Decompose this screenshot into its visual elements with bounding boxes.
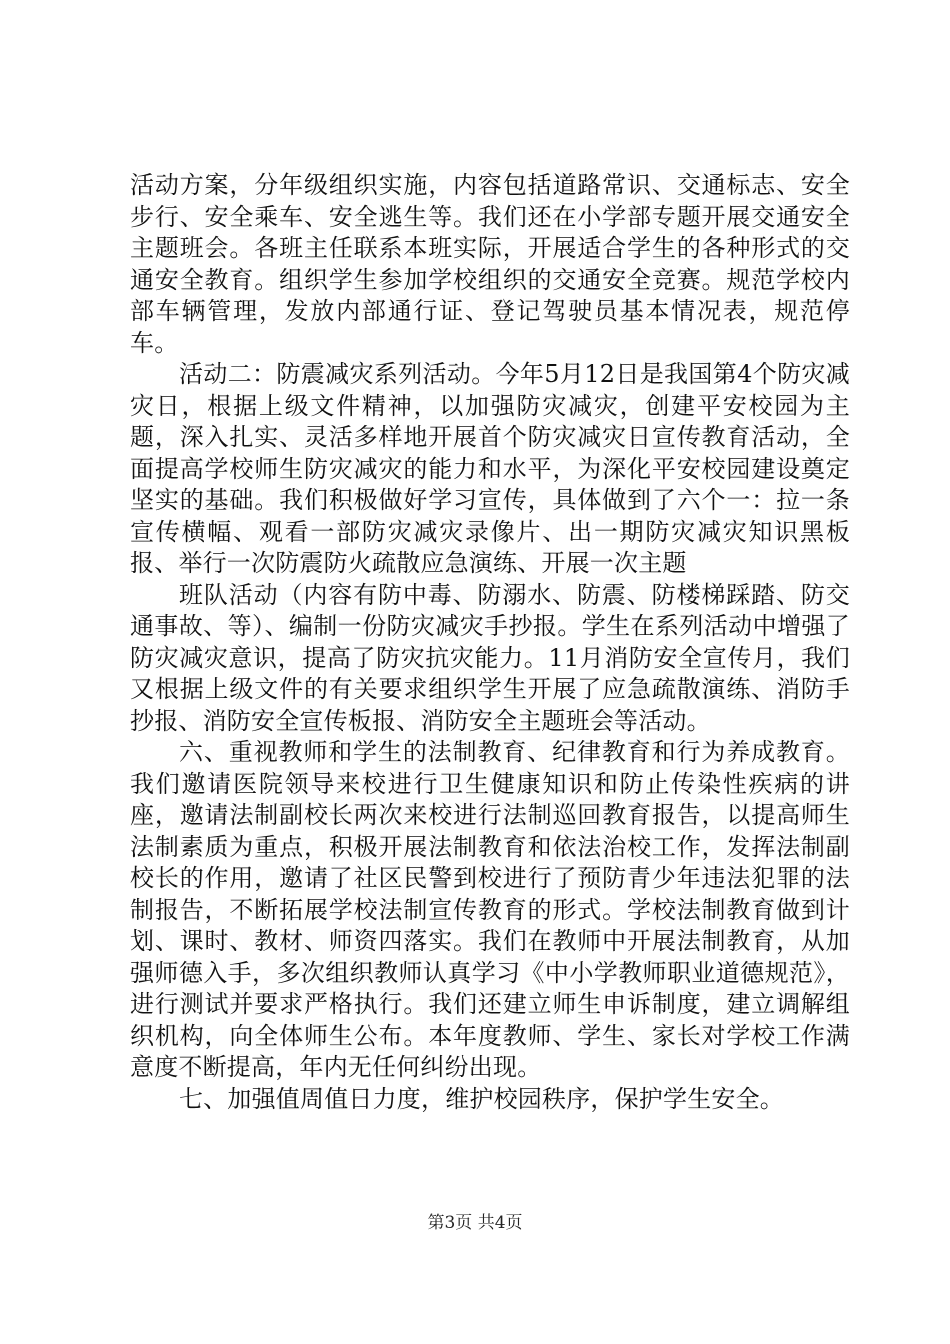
page-number-footer: 第3页 共4页: [427, 1213, 523, 1233]
paragraph-traffic-activities: 活动方案，分年级组织实施，内容包括道路常识、交通标志、安全步行、安全乘车、安全逃生等。我们还在小学部专题开展交通安全主题班会。各班主任联系本班实际，开展适合学生的各种形式的交通安全教育。组织学生参加学校组织的交通安全竞赛。规范学校内部车辆管理，发放内部通行证、登记驾驶员基本情况表，规范停车。: [130, 171, 850, 357]
document-body: [130, 170, 850, 1115]
paragraph-section-six-legal-education: 六、重视教师和学生的法制教育、纪律教育和行为养成教育。我们邀请医院领导来校进行卫生健康知识和防止传染性疾病的讲座，邀请法制副校长两次来校进行法制巡回教育报告，以提高师生法制素质为重点，积极开展法制教育和依法治校工作，发挥法制副校长的作用，邀请了社区民警到校进行了预防青少年违法犯罪的法制报告，不断拓展学校法制宣传教育的形式。学校法制教育做到计划、课时、教材、师资四落实。我们在教师中开展法制教育，从加强师德入手，多次组织教师认真学习《中小学教师职业道德规范》，进行测试并要求严格执行。我们还建立师生申诉制度，建立调解组织机构，向全体师生公布。本年度教师、学生、家长对学校工作满意度不断提高，年内无任何纠纷出现。: [130, 738, 850, 1081]
paragraph-class-activities: 班队活动（内容有防中毒、防溺水、防震、防楼梯踩踏、防交通事故、等）、编制一份防灾减灾手抄报。学生在系列活动中增强了防灾减灾意识，提高了防灾抗灾能力。11月消防安全宣传月，我们又根据上级文件的有关要求组织学生开展了应急疏散演练、消防手抄报、消防安全宣传板报、消防安全主题班会等活动。: [130, 580, 850, 735]
paragraph-section-seven-duty: 七、加强值周值日力度，维护校园秩序，保护学生安全。: [179, 1084, 784, 1113]
paragraph-activity-two-earthquake: 活动二：防震减灾系列活动。今年5月12日是我国第4个防灾减灾日，根据上级文件精神，以加强防灾减灾，创建平安校园为主题，深入扎实、灵活多样地开展首个防灾减灾日宣传教育活动，全面提高学校师生防灾减灾的能力和水平，为深化平安校园建设奠定坚实的基础。我们积极做好学习宣传，具体做到了六个一：拉一条宣传横幅、观看一部防灾减灾录像片、出一期防灾减灾知识黑板报、举行一次防震防火疏散应急演练、开展一次主题: [130, 360, 850, 577]
